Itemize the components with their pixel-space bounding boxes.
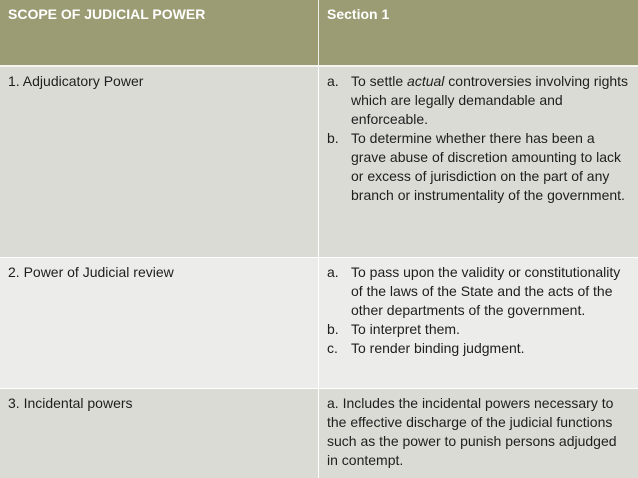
list-item-text: [351, 72, 630, 129]
list-item: [327, 263, 630, 320]
row-3-label: 3. Incidental powers: [8, 395, 133, 411]
text-part: To settle: [351, 73, 408, 89]
header-cell-scope: [0, 0, 319, 67]
header-cell-section: [319, 0, 638, 67]
row-3-label-cell: [0, 389, 319, 478]
list-marker: b.: [327, 321, 339, 337]
list-item-text: To render binding judgment.: [351, 340, 525, 356]
list-item: [327, 72, 630, 129]
row-2-content-cell: [319, 258, 638, 389]
row-1-label-cell: [0, 67, 319, 258]
row-1-label: 1. Adjudicatory Power: [8, 73, 144, 89]
list-marker: a.: [327, 73, 339, 89]
list-marker: a.: [327, 264, 339, 280]
list-marker: c.: [327, 340, 338, 356]
list-item-text: To interpret them.: [351, 321, 460, 337]
list-item: [327, 339, 630, 358]
list-item: [327, 129, 630, 205]
row-3-text: a. Includes the incidental powers necessary to the effective discharge of the judicial functions such as the power to punish persons adjudged in contempt.: [327, 395, 617, 468]
row-2-label: 2. Power of Judicial review: [8, 264, 174, 280]
header-section-label: Section 1: [327, 6, 390, 22]
list-marker: b.: [327, 130, 339, 146]
row-1-list: [327, 72, 630, 205]
row-2-label-cell: [0, 258, 319, 389]
row-2-list: [327, 263, 630, 358]
header-scope-label: SCOPE OF JUDICIAL POWER: [8, 6, 206, 22]
emphasized-word: actual: [407, 73, 445, 89]
list-item-text: To pass upon the validity or constitutionality of the laws of the State and the acts of the other departments of the government.: [351, 264, 621, 318]
text-part: controversies involving rights which are legally demandable and enforceable.: [351, 73, 629, 127]
list-item: [327, 320, 630, 339]
row-3-content-cell: [319, 389, 638, 478]
row-1-content-cell: [319, 67, 638, 258]
list-item-text: To determine whether there has been a grave abuse of discretion amounting to lack or excess of jurisdiction on the part of any branch or instrumentality of the government.: [351, 130, 625, 203]
